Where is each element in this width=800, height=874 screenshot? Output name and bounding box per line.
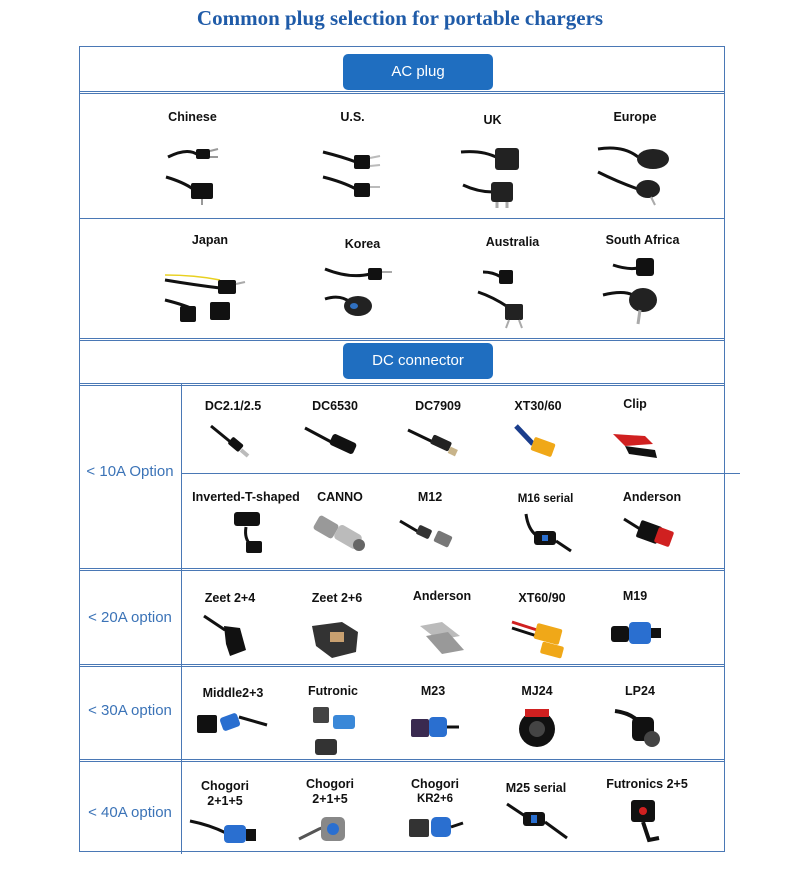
dc-barrel-connector-icon: [403, 416, 473, 466]
connector-label: Futronic: [308, 684, 358, 698]
connector-xt30-60: [498, 399, 578, 466]
connector-m12: [395, 490, 465, 559]
plug-label: Korea: [344, 237, 381, 251]
plug-korea: [320, 237, 405, 329]
table-rule: [79, 568, 725, 571]
connector-label: DC2.1/2.5: [204, 399, 262, 413]
chogori-connector-icon: [405, 809, 465, 853]
plug-label: Australia: [485, 235, 540, 249]
connector-clip: [605, 397, 665, 469]
plug-label: Chinese: [168, 110, 217, 124]
connector-chogori-1: [190, 779, 260, 851]
connector-mj24: [502, 684, 572, 756]
table-rule: [79, 218, 725, 219]
table-rule: [181, 473, 740, 474]
zeet-connector-icon: [200, 608, 260, 663]
futronics-connector-icon: [617, 794, 677, 849]
connector-chogori-2: [295, 777, 365, 853]
connector-lp24: [605, 684, 675, 756]
connector-label: Clip: [623, 397, 647, 411]
connector-label-line2: KR2+6: [416, 793, 454, 805]
anderson-terminal-icon: [412, 606, 472, 661]
plug-south-africa: [595, 233, 690, 330]
connector-m25-serial: [496, 781, 576, 848]
connector-label: XT30/60: [514, 399, 562, 413]
connector-middle2-3: [193, 686, 273, 748]
zeet-connector-icon: [302, 608, 372, 663]
table-rule: [79, 383, 725, 386]
connector-m19: [605, 589, 665, 661]
chogori-connector-icon: [295, 809, 365, 853]
option-30a-label: < 30A option: [88, 702, 172, 719]
middle-connector-icon: [193, 703, 273, 748]
connector-label: Chogori: [306, 777, 354, 791]
connector-zeet-2-4: [190, 591, 270, 663]
connector-futronics-2-5: [600, 777, 694, 849]
connector-anderson-10a: [612, 490, 692, 557]
inverted-t-connector-icon: [216, 507, 276, 557]
table-rule: [79, 664, 725, 667]
mj24-connector-icon: [507, 701, 567, 756]
plug-japan: [165, 233, 255, 330]
plug-uk: [450, 113, 535, 210]
m12-connector-icon: [395, 507, 465, 559]
ac-plug-header: AC plug: [343, 54, 493, 90]
connector-label: M23: [420, 684, 446, 698]
connector-label: Zeet 2+4: [204, 591, 256, 605]
table-rule: [79, 91, 725, 94]
connector-label: MJ24: [521, 684, 553, 698]
xt-connector-icon: [508, 416, 568, 466]
plug-label: UK: [483, 113, 502, 127]
option-10a-label: < 10A Option: [86, 463, 174, 480]
connector-label: Anderson: [412, 589, 472, 603]
m16-connector-icon: [516, 509, 576, 561]
chinese-plug-icon: [158, 127, 228, 207]
connector-m23: [398, 684, 468, 756]
connector-anderson-20a: [402, 589, 482, 661]
anderson-connector-icon: [622, 507, 682, 557]
lp24-connector-icon: [610, 701, 670, 756]
m25-connector-icon: [501, 798, 571, 848]
alligator-clip-icon: [605, 414, 665, 469]
table-column-rule: [181, 384, 182, 854]
japan-plug-icon: [165, 250, 255, 330]
connector-label: LP24: [625, 684, 655, 698]
dc-connector-header: DC connector: [343, 343, 493, 379]
connector-xt60-90: [502, 591, 582, 663]
connector-futronic: [298, 684, 368, 767]
connector-label-line2: 2+1+5: [207, 794, 243, 808]
plug-us: [310, 110, 395, 207]
table-rule: [79, 759, 725, 762]
connector-chogori-3: [400, 777, 470, 853]
table-rule: [79, 338, 725, 341]
dc-barrel-connector-icon: [203, 416, 263, 466]
chogori-connector-icon: [190, 811, 270, 851]
connector-label: DC6530: [312, 399, 358, 413]
europe-plug-icon: [593, 127, 678, 207]
connector-dc7909: [398, 399, 478, 466]
plug-label: Japan: [191, 233, 229, 247]
m23-connector-icon: [403, 701, 463, 756]
plug-label: Europe: [613, 110, 657, 124]
option-40a-label: < 40A option: [88, 804, 172, 821]
us-plug-icon: [318, 127, 388, 207]
connector-label: M12: [417, 490, 443, 504]
connector-label: Inverted-T-shaped: [192, 490, 300, 504]
page-title: Common plug selection for portable chargers: [196, 6, 604, 30]
plug-australia: [470, 235, 555, 332]
connector-inverted-t: [184, 490, 308, 557]
connector-canno: [305, 490, 375, 559]
connector-label: Futronics 2+5: [606, 777, 688, 791]
plug-europe: [590, 110, 680, 207]
dc-barrel-connector-icon: [300, 416, 370, 466]
connector-label: Chogori: [201, 779, 249, 793]
xlr-connector-icon: [305, 507, 375, 559]
connector-label: Chogori: [411, 777, 459, 791]
connector-label: XT60/90: [518, 591, 566, 605]
connector-label: M25 serial: [505, 781, 567, 795]
south-africa-plug-icon: [598, 250, 688, 330]
plug-label: U.S.: [340, 110, 365, 124]
xt-connector-icon: [507, 608, 577, 663]
connector-label-line2: 2+1+5: [312, 792, 348, 806]
uk-plug-icon: [453, 130, 533, 210]
connector-label: CANNO: [317, 490, 363, 504]
connector-label: Zeet 2+6: [311, 591, 363, 605]
australia-plug-icon: [473, 252, 553, 332]
futronic-connector-icon: [303, 701, 363, 767]
connector-label: M16 serial: [517, 493, 574, 505]
m19-connector-icon: [605, 606, 665, 661]
option-20a-label: < 20A option: [88, 609, 172, 626]
connector-label: Anderson: [622, 490, 682, 504]
connector-zeet-2-6: [297, 591, 377, 663]
connector-dc2125: [193, 399, 273, 466]
plug-chinese: [150, 110, 235, 207]
korea-plug-icon: [320, 254, 405, 329]
connector-m16-serial: [508, 492, 583, 561]
connector-label: Middle2+3: [202, 686, 264, 700]
connector-dc6530: [295, 399, 375, 466]
plug-label: South Africa: [605, 233, 680, 247]
connector-label: DC7909: [415, 399, 461, 413]
connector-label: M19: [622, 589, 648, 603]
